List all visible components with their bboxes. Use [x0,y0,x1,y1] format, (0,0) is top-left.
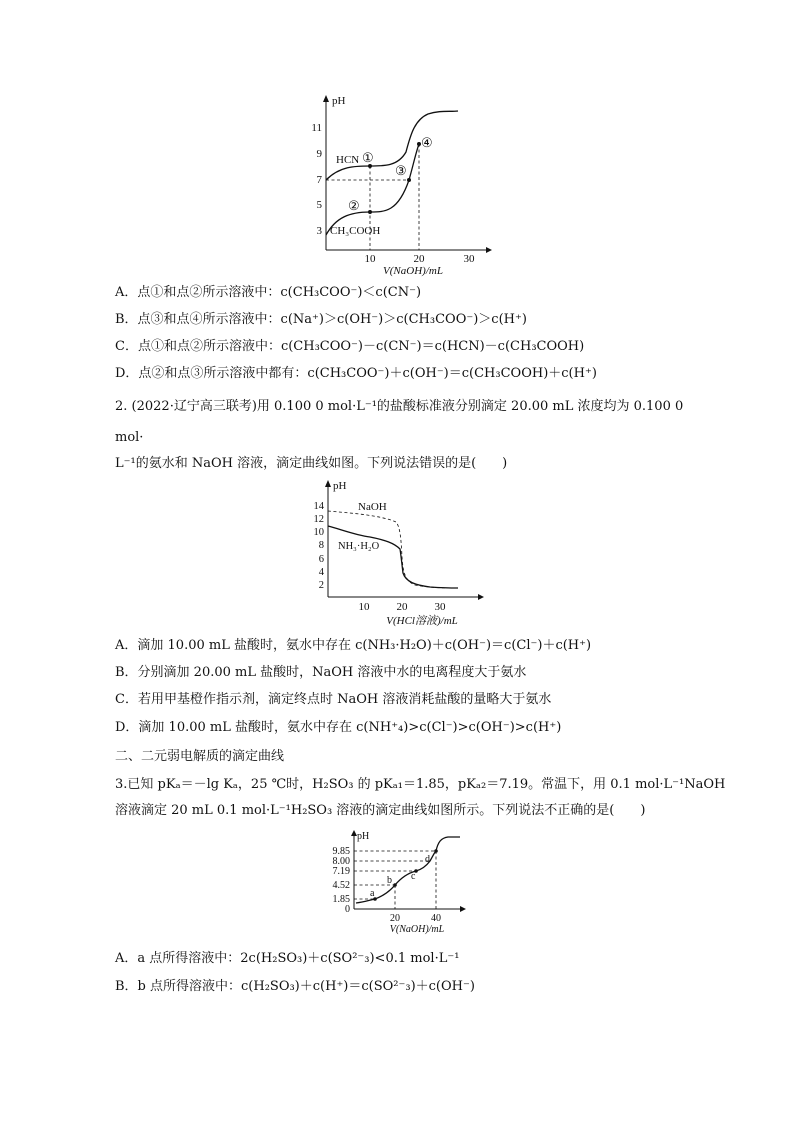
y-tick-1-85: 1.85 [332,894,350,905]
x-tick-20: 20 [396,601,408,613]
x-tick-40: 40 [431,913,441,924]
y-axis-label: pH [332,95,346,107]
q2-stem-line2: mol· [115,430,144,445]
x-axis-arrow [486,247,492,253]
y-tick-6: 6 [318,554,324,565]
y-tick-12: 12 [313,514,324,525]
q1-option-b: B．点③和点④所示溶液中：c(Na⁺)＞c(OH⁻)＞c(CH₃COO⁻)＞c(H⁺) [115,312,527,327]
x-tick-20: 20 [413,253,425,265]
ch3cooh-label: CH₃COOH [330,225,381,237]
y-tick-4: 4 [318,567,324,578]
q2-stem-line1: 2. (2022·辽宁高三联考)用 0.100 0 mol·L⁻¹的盐酸标准液分别滴定 20.00 mL 浓度均为 0.100 0 [115,399,684,414]
nh3-label: NH₃·H₂O [338,541,380,552]
q3-stem-line2: 溶液滴定 20 mL 0.1 mol·L⁻¹H₂SO₃ 溶液的滴定曲线如图所示。下列说法不正确的是( ) [115,803,646,818]
y-axis-arrow [325,480,331,487]
x-tick-20: 20 [390,913,400,924]
x-tick-10: 10 [358,601,370,613]
q2-option-d: D．滴加 10.00 mL 盐酸时，氨水中存在 c(NH⁺₄)>c(Cl⁻)>c(OH⁻)>c(H⁺) [115,720,562,735]
y-tick-14: 14 [313,501,324,512]
q1-option-d: D．点②和点③所示溶液中都有：c(CH₃COO⁻)＋c(OH⁻)＝c(CH₃COOH)＋c(H⁺) [115,366,597,381]
q1-option-c: C．点①和点②所示溶液中：c(CH₃COO⁻)－c(CN⁻)＝c(HCN)－c(CH₃COOH) [115,339,585,354]
point-2-label: ② [348,198,360,213]
y-tick-7-19: 7.19 [332,866,350,877]
y-tick-10: 10 [313,527,324,538]
point-d-label: d [425,854,430,865]
y-tick-5: 5 [316,199,322,211]
naoh-label: NaOH [358,501,387,513]
q2-option-c: C．若用甲基橙作指示剂，滴定终点时 NaOH 溶液消耗盐酸的量略大于氨水 [115,692,552,707]
point-3 [407,178,411,182]
y-tick-11: 11 [311,122,322,134]
q1-option-a: A．点①和点②所示溶液中：c(CH₃COO⁻)＜c(CN⁻) [115,285,422,300]
x-axis-label: V(HCl溶液)/mL [386,615,458,627]
x-axis-arrow [478,594,484,600]
hcn-curve [326,111,458,180]
y-tick-2: 2 [318,580,324,591]
nh3-curve [328,526,458,588]
y-axis-label: pH [333,480,347,492]
y-tick-8-00: 8.00 [332,856,350,867]
q2-stem-line3: L⁻¹的氨水和 NaOH 溶液，滴定曲线如图。下列说法错误的是( ) [115,456,508,471]
q3-option-b: B．b 点所得溶液中：c(H₂SO₃)＋c(H⁺)＝c(SO²⁻₃)＋c(OH⁻) [115,979,475,994]
chart-2 [300,477,500,637]
x-axis-arrow [460,906,466,912]
x-tick-30: 30 [463,253,475,265]
q2-option-a: A．滴加 10.00 mL 盐酸时，氨水中存在 c(NH₃·H₂O)＋c(OH⁻)＝c(Cl⁻)＋c(H⁺) [115,638,592,653]
point-a-label: a [370,888,375,899]
point-3-label: ③ [395,163,407,178]
point-2 [368,210,372,214]
y-axis-arrow [323,95,329,102]
y-tick-3: 3 [316,225,322,237]
q3-option-a: A．a 点所得溶液中：2c(H₂SO₃)＋c(SO²⁻₃)<0.1 mol·L⁻¹ [115,951,460,966]
y-tick-9-85: 9.85 [332,846,350,857]
point-c-label: c [411,871,416,882]
x-tick-30: 30 [434,601,446,613]
origin-label: 0 [345,904,350,915]
point-d [434,849,438,853]
y-tick-7: 7 [316,174,322,186]
y-tick-4-52: 4.52 [332,880,350,891]
x-tick-10: 10 [364,253,376,265]
q3-stem-line1: 3.已知 pKₐ＝－lg Kₐ，25 ℃时，H₂SO₃ 的 pKₐ₁＝1.85，pKₐ₂＝7.19。常温下，用 0.1 mol·L⁻¹NaOH [115,777,726,792]
chart-1 [310,92,510,282]
point-b [393,883,397,887]
point-b-label: b [387,875,392,886]
point-4-label: ④ [421,135,433,150]
q2-option-b: B．分别滴加 20.00 mL 盐酸时，NaOH 溶液中水的电离程度大于氨水 [115,665,527,680]
y-tick-9: 9 [316,148,322,160]
x-axis-label: V(NaOH)/mL [389,924,445,935]
section-title: 二、二元弱电解质的滴定曲线 [115,749,285,764]
x-axis-label: V(NaOH)/mL [383,265,443,277]
hcn-label: HCN [336,154,360,166]
point-1-label: ① [362,150,374,165]
y-tick-8: 8 [318,540,324,551]
y-axis-label: pH [357,831,370,842]
chart-3 [320,828,490,938]
